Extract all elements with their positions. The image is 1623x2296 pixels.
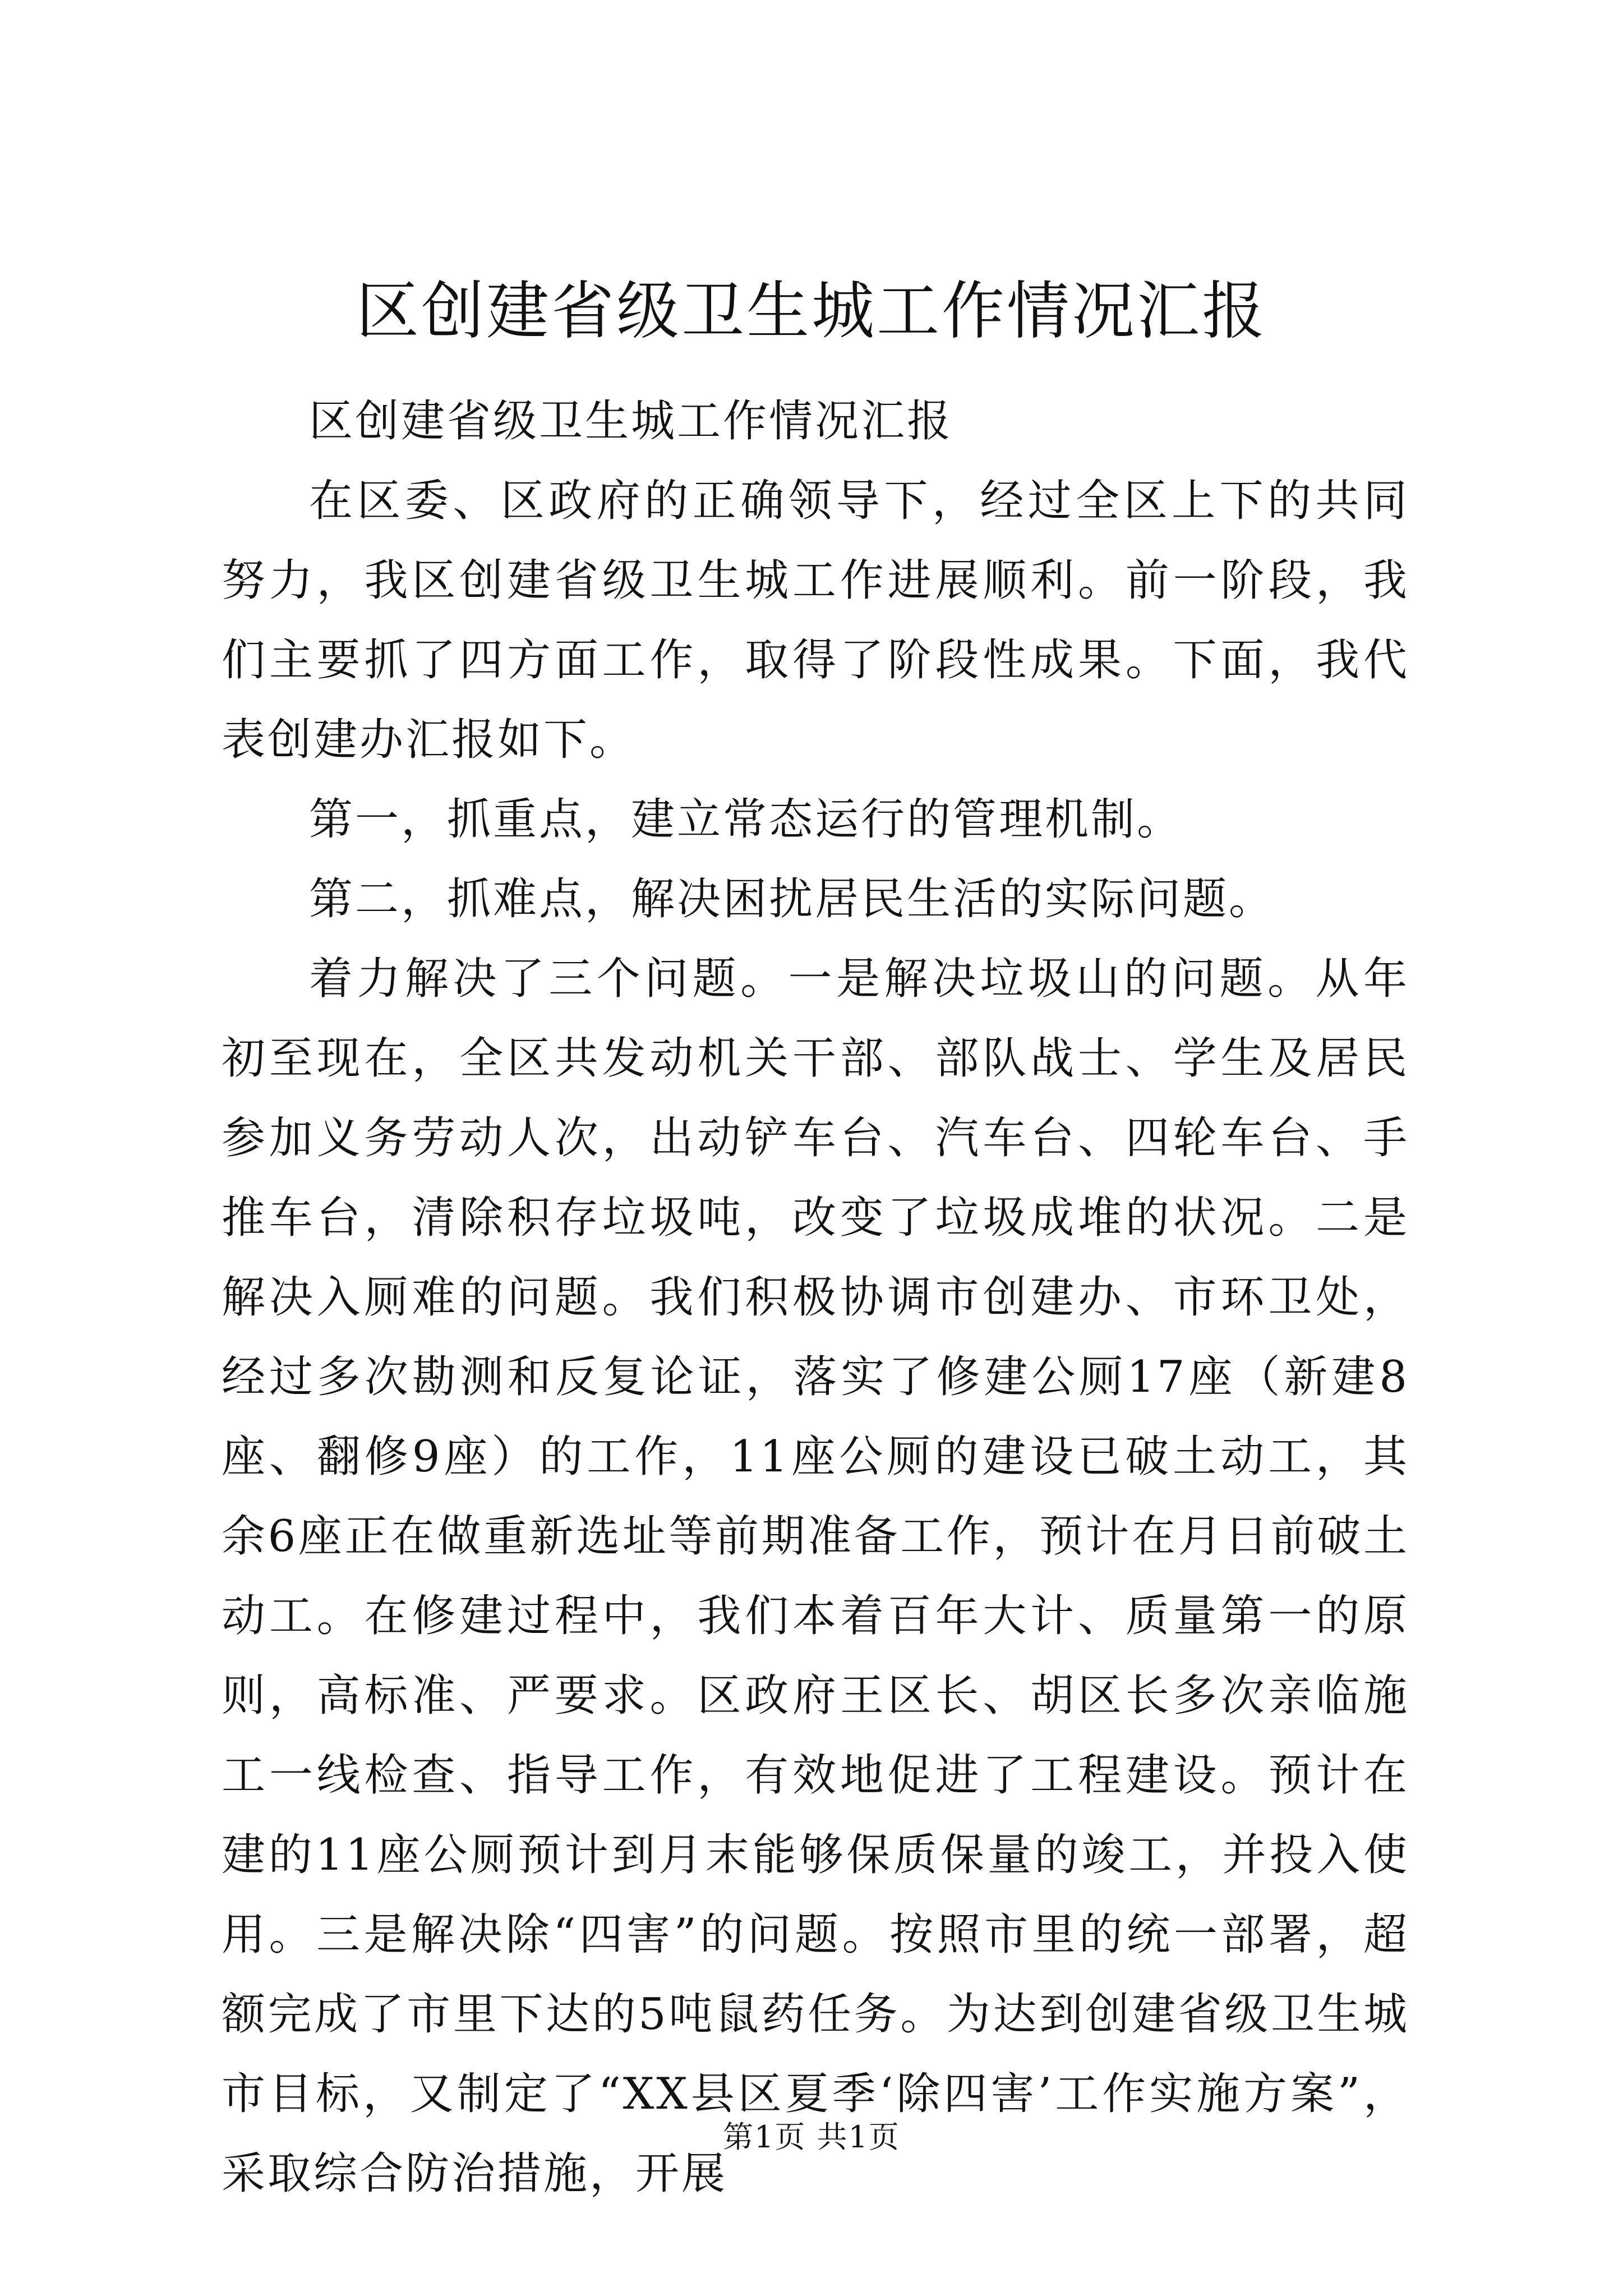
paragraph-second-point: 第二，抓难点，解决困扰居民生活的实际问题。 xyxy=(309,874,1275,924)
paragraph-subtitle: 区创建省级卫生城工作情况汇报 xyxy=(309,396,953,447)
document-title: 区创建省级卫生城工作情况汇报 xyxy=(356,275,1267,348)
document-body xyxy=(222,381,1409,2214)
page-number-footer: 第1页 共1页 xyxy=(723,2119,900,2155)
paragraph-problems-detail: 着力解决了三个问题。一是解决垃圾山的问题。从年初至现在，全区共发动机关干部、部队战士、学生及居民参加义务劳动人次，出动铲车台、汽车台、四轮车台、手推车台，清除积存垃圾吨，改变了垃圾成堆的状况。二是解决入厕难的问题。我们积极协调市创建办、市环卫处，经过多次勘测和反复论证，落实了修建公厕17座（新建8座、翻修9座）的工作，11座公厕的建设已破土动工，其余6座正在做重新选址等前期准备工作，预计在月日前破土动工。在修建过程中，我们本着百年大计、质量第一的原则，高标准、严要求。区政府王区长、胡区长多次亲临施工一线检查、指导工作，有效地促进了工程建设。预计在建的11座公厕预计到月末能够保质保量的竣工，并投入使用。三是解决除“四害”的问题。按照市里的统一部署，超额完成了市里下达的5吨鼠药任务。为达到创建省级卫生城市目标，又制定了“XX县区夏季‘除四害’工作实施方案”，采取综合防治措施，开展 xyxy=(222,954,1409,2199)
paragraph-introduction: 在区委、区政府的正确领导下，经过全区上下的共同努力，我区创建省级卫生城工作进展顺利。前一阶段，我们主要抓了四方面工作，取得了阶段性成果。下面，我代表创建办汇报如下。 xyxy=(222,476,1409,765)
paragraph-first-point: 第一，抓重点，建立常态运行的管理机制。 xyxy=(309,794,1183,845)
